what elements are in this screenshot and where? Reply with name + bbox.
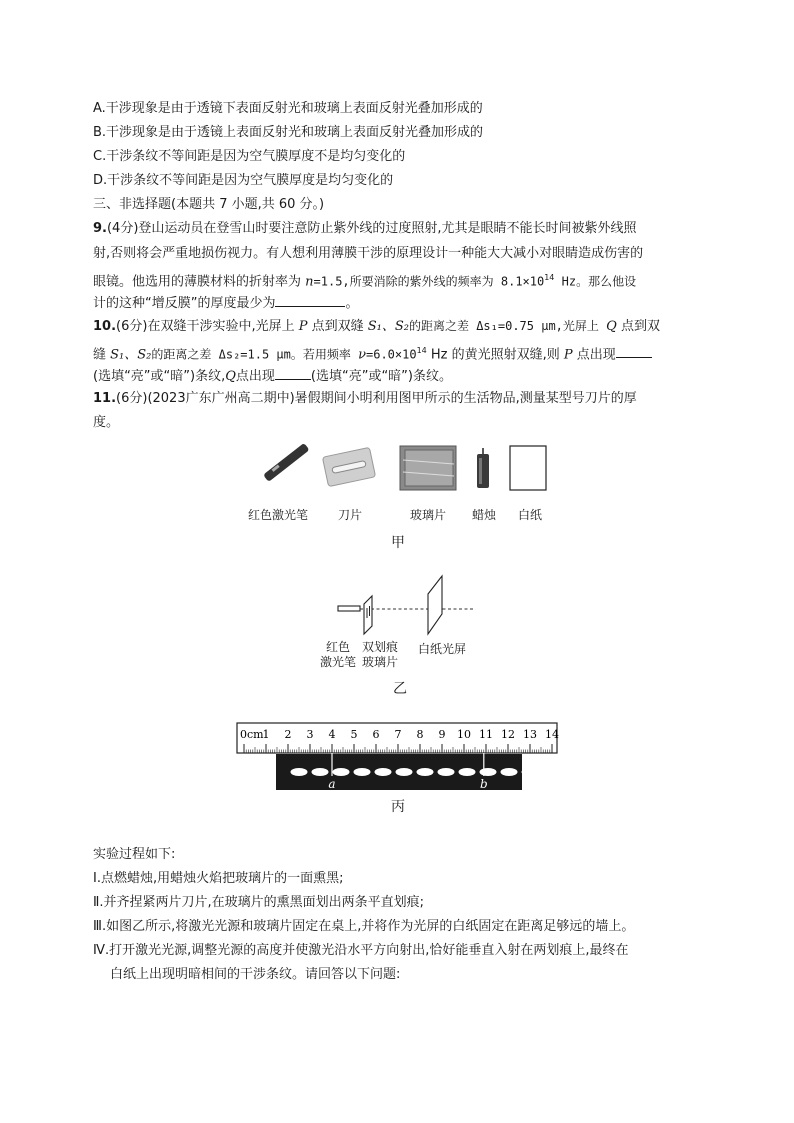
glass-caption-2: 玻璃片: [361, 655, 398, 669]
section-three-heading: 三、非选择题(本题共 7 小题,共 60 分。): [93, 197, 325, 212]
q10-text-2d: Hz 的黄光照射双缝,则: [426, 347, 564, 363]
q11-line2: 度。: [93, 415, 120, 430]
q9-symbol-n: n: [305, 274, 314, 290]
laser-pen-caption-1: 红色: [325, 640, 350, 654]
item-glass-label: 玻璃片: [409, 508, 446, 522]
razor-blade-icon: [322, 447, 375, 486]
item-laser-pen-label: 红色激光笔: [247, 508, 308, 522]
q9-line3: [93, 269, 636, 290]
bright-fringe: [291, 768, 308, 776]
laser-pen-caption: [318, 640, 358, 670]
q10-text-2e: 点出现: [572, 347, 616, 363]
q10-text-3c: (选填“亮”或“暗”)条纹。: [310, 369, 452, 384]
q10-text-2c: =6.0×10: [366, 347, 417, 362]
bright-fringe: [333, 768, 350, 776]
figure-yi-label: 乙: [393, 681, 407, 697]
q10-text-3b: 点出现: [235, 369, 275, 384]
q9-line2: 射,否则将会严重地损伤视力。有人想利用薄膜干涉的原理设计一种能大大减小对眼睛造成伤害的: [93, 246, 644, 261]
laser-pen-caption-2: 激光笔: [319, 655, 356, 669]
bright-fringe: [438, 768, 455, 776]
marker-label-a: a: [328, 777, 336, 791]
q9-line4: [93, 293, 359, 312]
figure-bing-label: 丙: [391, 799, 405, 815]
bright-fringe: [501, 768, 518, 776]
screen-caption: 白纸光屏: [417, 642, 466, 656]
q10-line2: [93, 342, 652, 363]
q10-point-q: Q: [606, 319, 617, 334]
procedure-step-4-cont: 白纸上出现明暗相间的干涉条纹。请回答以下问题:: [110, 967, 401, 982]
ruler-unit-label: 0cm: [240, 728, 264, 741]
item-candle-label: 蜡烛: [471, 508, 496, 522]
procedure-step-1: Ⅰ.点燃蜡烛,用蜡烛火焰把玻璃片的一面熏黑;: [93, 871, 344, 886]
q10-line3: [93, 366, 452, 385]
q10-text-2b: 的距离之差 Δs₂=1.5 μm。若用频率: [151, 347, 359, 362]
bright-fringe: [396, 768, 413, 776]
option-c: C.干涉条纹不等间距是因为空气膜厚度不是均匀变化的: [93, 149, 406, 164]
option-a: A.干涉现象是由于透镜下表面反射光和玻璃上表面反射光叠加形成的: [93, 101, 483, 116]
ruler-tick-label: 7: [394, 728, 402, 741]
q10-q-blank[interactable]: [275, 366, 311, 380]
glass-caption: [358, 640, 402, 670]
figure-bing-ruler: [236, 722, 560, 794]
q11-number: 11.: [93, 391, 117, 406]
procedure-intro: 实验过程如下:: [93, 847, 176, 862]
ruler-tick-label: 1: [262, 728, 270, 741]
q10-text-1d: 点到双: [616, 319, 660, 334]
procedure-step-3: Ⅲ.如图乙所示,将激光光源和玻璃片固定在桌上,并将作为光屏的白纸固定在距离足够远的墙上。: [93, 919, 635, 934]
q10-text-1b: 点到双缝: [307, 319, 368, 334]
ruler-tick-label: 11: [479, 728, 493, 741]
candle-icon: [477, 448, 489, 488]
bright-fringe: [375, 768, 392, 776]
bright-fringe: [354, 768, 371, 776]
q10-symbol-nu: ν: [358, 347, 366, 363]
bright-fringe: [417, 768, 434, 776]
q9-text-3b: =1.5,所要消除的紫外线的频率为 8.1×10: [313, 274, 545, 289]
figure-yi-setup: [330, 572, 480, 642]
glass-plate-icon: [400, 446, 456, 490]
double-slit-glass-shape: [364, 596, 372, 634]
item-paper-label: 白纸: [517, 508, 542, 522]
q9-text-4-end: 。: [345, 296, 359, 311]
ruler-tick-label: 2: [284, 728, 292, 741]
q9-exponent: 14: [544, 273, 555, 282]
q10-line1: [93, 318, 660, 335]
procedure-step-4: Ⅳ.打开激光光源,调整光源的高度并使激光沿水平方向射出,恰好能垂直入射在两划痕上,最终在: [93, 943, 629, 958]
q10-number: 10.: [93, 319, 117, 334]
q10-p-blank[interactable]: [616, 344, 652, 358]
q10-text-2a: 缝: [93, 347, 111, 363]
procedure-step-2: Ⅱ.并齐捏紧两片刀片,在玻璃片的熏黑面划出两条平直划痕;: [93, 895, 425, 910]
ruler-tick-label: 3: [306, 728, 314, 741]
q9-text-3c: Hz。那么他设: [554, 274, 637, 289]
q11-text-1: (6分)(2023广东广州高二期中)暑假期间小明利用图甲所示的生活物品,测量某型号刀片的厚: [116, 391, 637, 406]
q10-text-3a: (选填“亮”或“暗”)条纹,: [93, 369, 226, 384]
q10-point-p-2: P: [563, 347, 573, 363]
glass-caption-1: 双划痕: [361, 640, 398, 654]
option-b: B.干涉现象是由于透镜上表面反射光和玻璃上表面反射光叠加形成的: [93, 125, 484, 140]
q10-point-q-2: Q: [225, 369, 236, 384]
ruler-tick-label: 4: [328, 728, 336, 741]
ruler-tick-label: 12: [501, 728, 515, 741]
option-d: D.干涉条纹不等间距是因为空气膜厚度是均匀变化的: [93, 173, 394, 188]
white-screen-shape: [428, 576, 442, 634]
bright-fringe: [312, 768, 329, 776]
ruler-tick-label: 8: [416, 728, 424, 741]
q10-text-1c: 的距离之差 Δs₁=0.75 μm,光屏上: [408, 319, 607, 333]
q10-text-1a: (6分)在双缝干涉实验中,光屏上: [116, 319, 299, 334]
ruler-tick-label: 5: [350, 728, 358, 741]
white-paper-icon: [510, 446, 546, 490]
q9-text-4: 计的这种“增反膜”的厚度最少为: [93, 296, 276, 311]
ruler-tick-label: 13: [523, 728, 537, 741]
q9-answer-blank[interactable]: [275, 293, 345, 307]
bright-fringe: [522, 768, 539, 776]
ruler-tick-label: 6: [372, 728, 380, 741]
laser-pen-shape: [338, 606, 360, 611]
q10-slits-1: S₁、S₂: [367, 319, 409, 334]
figure-jia-items: [240, 440, 560, 495]
ruler-tick-label: 14: [545, 728, 559, 741]
q9-line1: [93, 220, 637, 237]
marker-label-b: b: [479, 777, 488, 791]
q10-point-p: P: [298, 319, 308, 334]
laser-pen-icon: [263, 443, 310, 482]
q9-number: 9.: [93, 221, 107, 236]
q10-slits-2: S₁、S₂: [110, 347, 152, 363]
ruler-tick-label: 10: [457, 728, 471, 741]
figure-jia-label: 甲: [391, 535, 405, 551]
bright-fringe: [480, 768, 497, 776]
q10-exponent: 14: [416, 346, 427, 355]
ruler-tick-label: 9: [438, 728, 446, 741]
bright-fringe: [459, 768, 476, 776]
q11-line1: [93, 390, 637, 407]
q9-text-1: (4分)登山运动员在登雪山时要注意防止紫外线的过度照射,尤其是眼睛不能长时间被紫外线照: [106, 221, 637, 236]
item-blade-label: 刀片: [337, 508, 362, 522]
q9-text-3a: 眼镜。他选用的薄膜材料的折射率为: [93, 274, 306, 290]
